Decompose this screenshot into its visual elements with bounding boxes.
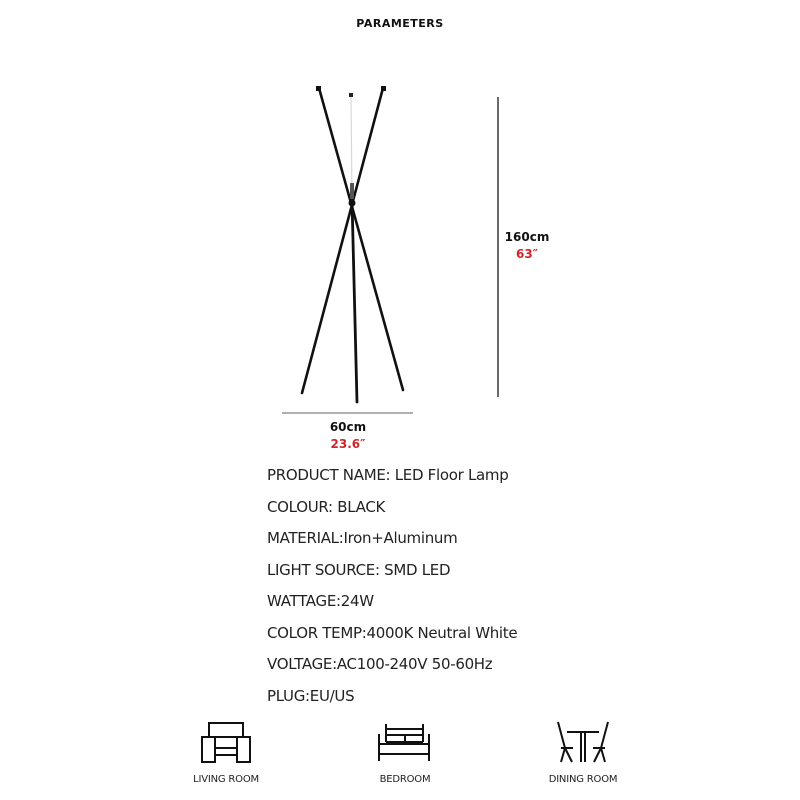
page-title: PARAMETERS xyxy=(356,17,444,30)
spec-product-name: PRODUCT NAME: LED Floor Lamp xyxy=(267,466,509,484)
spec-list xyxy=(267,463,517,715)
spec-colour: COLOUR: BLACK xyxy=(267,497,386,516)
room-label: BEDROOM xyxy=(379,774,431,785)
spec-color-temp: COLOR TEMP:4000K Neutral White xyxy=(267,623,518,642)
spec-wattage: WATTAGE:24W xyxy=(267,592,374,610)
room-dining-room xyxy=(523,720,643,785)
spec-plug: PLUG:EU/US xyxy=(267,686,355,705)
room-living-room xyxy=(166,720,286,785)
height-dimension xyxy=(503,229,551,263)
width-inches: 23.6″ xyxy=(330,437,366,451)
spec-light-source: LIGHT SOURCE: SMD LED xyxy=(267,560,451,579)
height-cm: 160cm xyxy=(504,230,550,244)
tripod-floor-lamp-illustration xyxy=(302,86,403,402)
armchair-icon xyxy=(198,720,254,764)
room-usage-row xyxy=(0,720,800,800)
room-label: LIVING ROOM xyxy=(193,774,259,785)
dining-table-icon xyxy=(553,720,613,764)
spec-material: MATERIAL:Iron+Aluminum xyxy=(267,529,458,547)
width-dimension xyxy=(322,419,374,453)
bed-icon xyxy=(375,720,435,764)
width-cm: 60cm xyxy=(329,420,367,434)
spec-voltage: VOLTAGE:AC100-240V 50-60Hz xyxy=(267,655,493,673)
height-inches: 63″ xyxy=(515,247,539,261)
room-bedroom xyxy=(345,720,465,785)
room-label: DINING ROOM xyxy=(548,774,618,785)
